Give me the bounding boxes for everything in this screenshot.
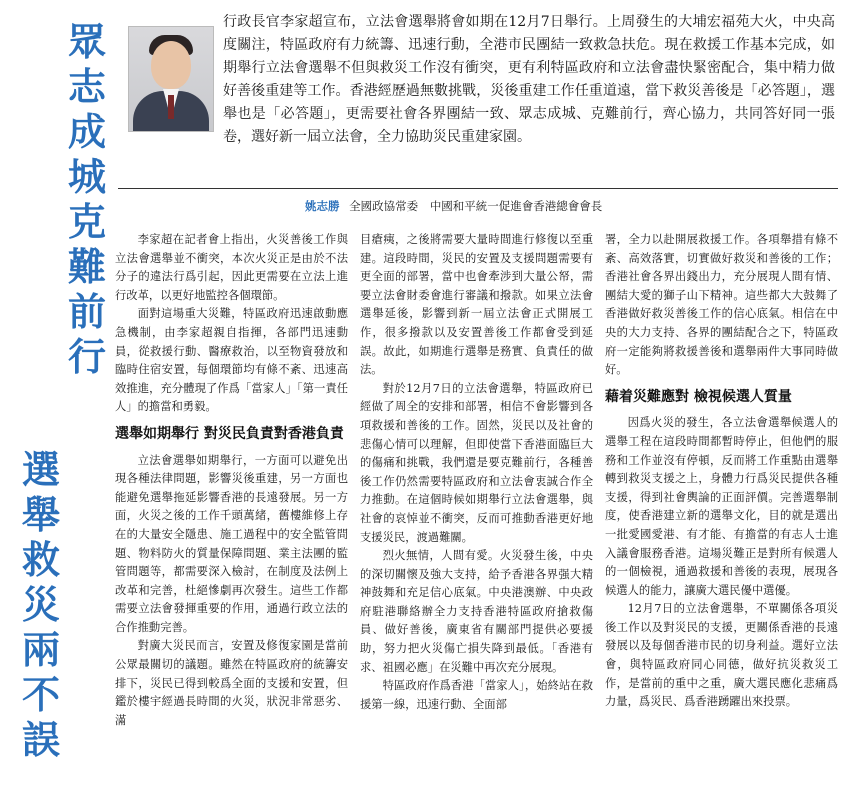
headline-char: 眾 (67, 20, 106, 64)
paragraph: 12月7日的立法會選舉，不單關係各項災後工作以及對災民的支援，更關係香港的長遠發展以及每個香港市民的切身利益。選好立法會，與特區政府同心同德，做好抗災救災工作，是當前的重中之重，廣大選民應化悲痛爲力量，爲災民、爲香港踴躍出來投票。 (605, 602, 838, 709)
subheading: 藉着災難應對 檢視候選人質量 (605, 388, 792, 405)
paragraph: 烈火無情，人間有愛。火災發生後，中央的深切關懷及強大支持，給予香港各界强大精神鼓舞和充足信心底氣。中央港澳辦、中央政府駐港聯絡辦全力支持香港特區政府搶救傷員、做好善後，廣東省有關部門提供必要援助，努力把火災傷亡損失降到最低。「香港有求、祖國必應」在災難中再次充分展現。 (360, 549, 593, 674)
divider-rule (118, 188, 838, 189)
paragraph: 對廣大災民而言，安置及修復家園是當前公眾最關切的議題。雖然在特區政府的統籌安排下，災民已得到較爲全面的支援和安置，但鑑於樓宇經過長時間的火災，狀況非常惡劣、滿 (115, 639, 348, 727)
paragraph: 因爲火災的發生，各立法會選舉候選人的選舉工程在這段時間都暫時停止，但他們的服務和工作並沒有停頓，反而將工作重點由選舉轉到救災支援之上，身體力行爲災民提供各種支援，得到社會輿論的正面評價。完善選舉制度，使香港建立新的選舉文化，目的就是選出一批愛國愛港、有才能、有擔當的有志人士進入議會服務香港。這場災難正是對所有候選人的一個檢視，通過救援和善後的表現，展現各候選人的能力，讓廣大選民優中選優。 (605, 416, 838, 597)
headline-char: 成 (67, 110, 106, 154)
paragraph: 對於12月7日的立法會選舉，特區政府已經做了周全的安排和部署，相信不會影響到各項救援和善後的工作。固然，災民以及社會的悲傷心情可以理解，但即使當下香港面臨巨大的傷痛和挑戰，我們還是要克難前行，各種善後工作仍然需要特區政府和立法會衷誠合作全力推動。在這個時候如期舉行立法會選舉，與社會的哀悼並不衝突，反而可推動香港更好地支援災民，渡過難關。 (360, 381, 593, 544)
headline-char: 舉 (21, 493, 60, 537)
headline-line-1 (66, 20, 108, 380)
headline-char: 克 (67, 200, 106, 244)
subheading: 選舉如期舉行 對災民負責對香港負責 (115, 425, 344, 442)
paragraph: 署，全力以赴開展救援工作。各項舉措有條不紊、高效落實，切實做好救災和善後的工作；香港社會各界出錢出力，充分展現人間有情、團結大愛的獅子山下精神。這些都大大鼓舞了香港做好救災善後工作的信心底氣。相信在中央的大力支持、各界的團結配合之下，特區政府一定能夠將救援善後和選舉兩件大事同時做好。 (605, 233, 838, 377)
author-name: 姚志勝 (305, 199, 340, 213)
headline-char: 難 (67, 245, 106, 289)
headline-char: 兩 (21, 628, 60, 672)
headline-char: 志 (67, 65, 106, 109)
headline-char: 災 (21, 583, 60, 627)
headline-line-2 (20, 448, 62, 763)
paragraph: 面對這場重大災難，特區政府迅速啟動應急機制，由李家超親自指揮，各部門迅速動員，從救援行動、醫療救治，以至物資發放和臨時住宿安置，每個環節均有條不紊、迅速高效推進，充分體現了作爲「當家人」「第一責任人」的擔當和勇毅。 (115, 307, 348, 414)
paragraph: 李家超在記者會上指出，火災善後工作與立法會選舉並不衝突，本次火災正是由於不法分子的違法行爲引起，因此更需要在立法上進行改革，以更好地監控各個環節。 (115, 233, 348, 302)
headline-char: 行 (67, 335, 106, 379)
headline-char: 誤 (21, 718, 60, 762)
headline-char: 不 (21, 673, 60, 717)
portrait-photo (128, 26, 214, 132)
headline-char: 選 (21, 448, 60, 492)
byline (305, 198, 602, 214)
paragraph: 特區政府作爲香港「當家人」，始終站在救援第一線，迅速行動、全面部 (360, 679, 593, 711)
article-column-2 (360, 231, 593, 714)
article-column-3 (605, 231, 838, 712)
paragraph: 立法會選舉如期舉行，一方面可以避免出現各種法律問題，影響災後重建，另一方面也能避免選舉拖延影響香港的長遠發展。另一方面，火災之後的工作千頭萬緒，舊樓維修上存在的大量安全隱患、施工過程中的安全監管問題、物料防火的質量保障問題、業主法團的監管問題等，都需要深入檢討，在制度及法例上改革和完善，杜絕慘劇再次發生。這些工作都需要立法會發揮重要的作用，通過行政立法的合作推動完善。 (115, 453, 348, 634)
headline-char: 前 (67, 290, 106, 334)
lead-paragraph: 行政長官李家超宣布，立法會選舉將會如期在12月7日舉行。上周發生的大埔宏福苑大火，中央高度關注，特區政府有力統籌、迅速行動，全港市民團結一致救急扶危。現在救援工作基本完成，如期舉行立法會選舉不但與救災工作沒有衝突，更有利特區政府和立法會盡快緊密配合，集中精力做好善後重建等工作。香港經歷過無數挑戰，災後重建工作任重道遠，當下救災善後是「必答題」，選舉也是「必答題」，更需要社會各界團結一致、眾志成城、克難前行，齊心協力，共同答好同一張卷，選好新一屆立法會，全力協助災民重建家園。 (223, 14, 835, 145)
author-role-2: 中國和平統一促進會香港總會會長 (429, 199, 603, 213)
article-column-1 (115, 231, 348, 730)
author-role-1: 全國政協常委 (349, 199, 419, 213)
paragraph: 目瘡痍，之後將需要大量時間進行修復以至重建。這段時間，災民的安置及支援問題需要有更全面的部署，當中也會牽涉到大量公帑，需要立法會財委會進行審議和撥款。如果立法會選舉延後，影響到新一屆立法會正式開展工作，很多撥款以及安置善後工作都會受到延誤。故此，如期進行選舉是務實、負責任的做法。 (360, 233, 593, 377)
headline-char: 城 (67, 155, 106, 199)
headline-char: 救 (21, 538, 60, 582)
